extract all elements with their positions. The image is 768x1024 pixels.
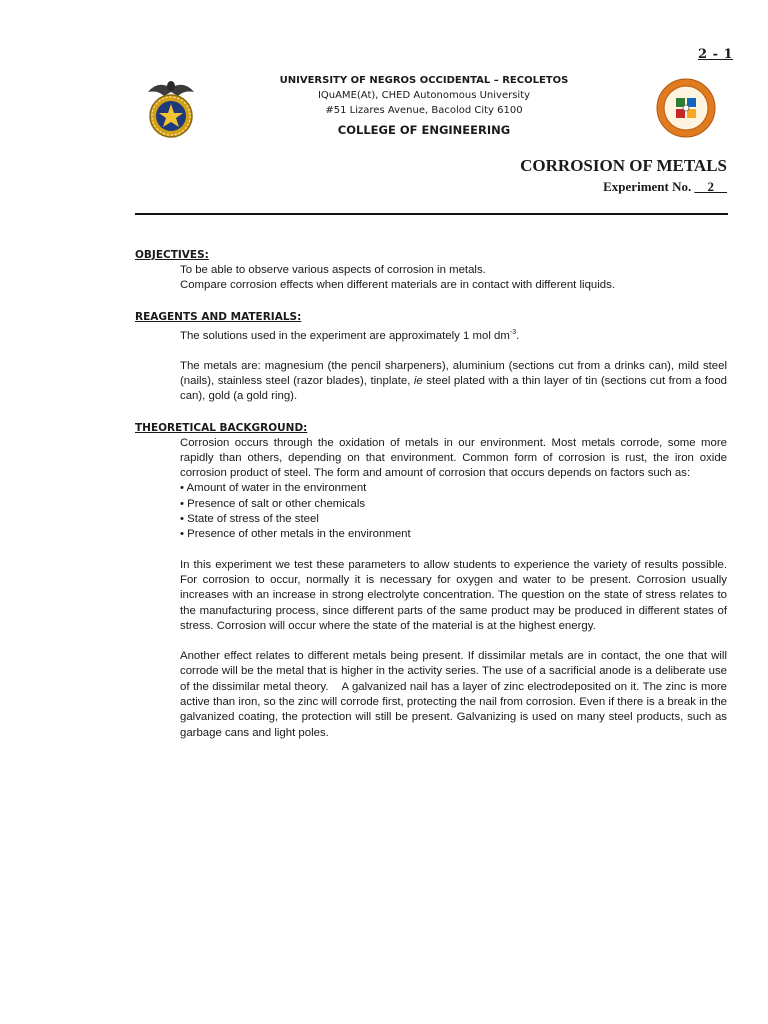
objectives-heading: OBJECTIVES: <box>135 249 209 261</box>
college-seal-icon <box>654 78 718 138</box>
solutions-text: The solutions used in the experiment are approximately 1 mol $dm^{-3}$. <box>180 328 520 342</box>
objective-line: Compare corrosion effects when different materials are in contact with different liquids. <box>180 279 615 292</box>
list-item: • State of stress of the steel <box>180 513 319 526</box>
theory-intro: Corrosion occurs through the oxidation of metals in our environment. Most metals corrode, some more rapidly than others, depending on that environment. Common form of corrosion is rust, the iron oxide corrosion product of steel. The form and amount of corrosion that occurs depends on factors such as: <box>180 436 727 480</box>
experiment-number: __2__ <box>694 179 727 194</box>
objective-line: To be able to observe various aspects of corrosion in metals. <box>180 264 486 276</box>
experiment-number-line <box>603 179 727 195</box>
college-name: COLLEGE OF ENGINEERING <box>337 123 511 137</box>
header-divider <box>135 213 728 215</box>
theory-paragraph: Another effect relates to different metals being present. If dissimilar metals are in contact, the one that will corrode will be the metal that is higher in the activity series. The use of a sacrificial anode is a deliberate use of the dissimilar metal theory. A galvanized nail has a layer of zinc electrodeposited on it. The zinc is more active than iron, so the zinc will corrode first, protecting the nail from corrosion. Even if there is a break in the galvanized coating, the protection will still be present. Galvanizing is used on many steel products, such as garbage cans and light poles. <box>180 650 731 739</box>
document-body <box>135 248 731 741</box>
university-seal-icon <box>140 74 202 142</box>
address: #51 Lizares Avenue, Bacolod City 6100 <box>325 105 523 116</box>
university-name: UNIVERSITY OF NEGROS OCCIDENTAL – RECOLETOS <box>279 75 569 86</box>
document-title: CORROSION OF METALS <box>520 156 727 175</box>
experiment-label: Experiment No. <box>603 179 695 194</box>
theory-paragraph: In this experiment we test these parameters to allow students to experience the variety of results possible. For corrosion to occur, normally it is necessary for oxygen and water to be present. Corrosion usually increases with an increase in strong electrolyte concentration. The question on the state of stress relates to the manufacturing process, since different parts of the same product may be produced in different states of stress. Corrosion will occur where the state of the material is at the highest energy. <box>180 558 727 632</box>
list-item: • Presence of other metals in the environment <box>180 528 411 541</box>
list-item: • Amount of water in the environment <box>180 482 367 495</box>
metals-text: The metals are: magnesium (the pencil sharpeners), aluminium (sections cut from a drinks can), mild steel (nails), stainless steel (razor blades), tinplate, ie steel plated with a thin layer of tin (sections cut from a food can), gold (a gold ring). <box>180 359 727 403</box>
list-item: • Presence of salt or other chemicals <box>180 497 366 510</box>
accreditation: IQuAME(At), CHED Autonomous University <box>317 90 531 101</box>
factor-list <box>180 481 727 542</box>
theory-heading: THEORETICAL BACKGROUND: <box>135 421 308 434</box>
page-number: 2 - 1 <box>698 47 734 62</box>
university-header <box>220 73 628 140</box>
reagents-heading: REAGENTS AND MATERIALS: <box>135 310 302 323</box>
